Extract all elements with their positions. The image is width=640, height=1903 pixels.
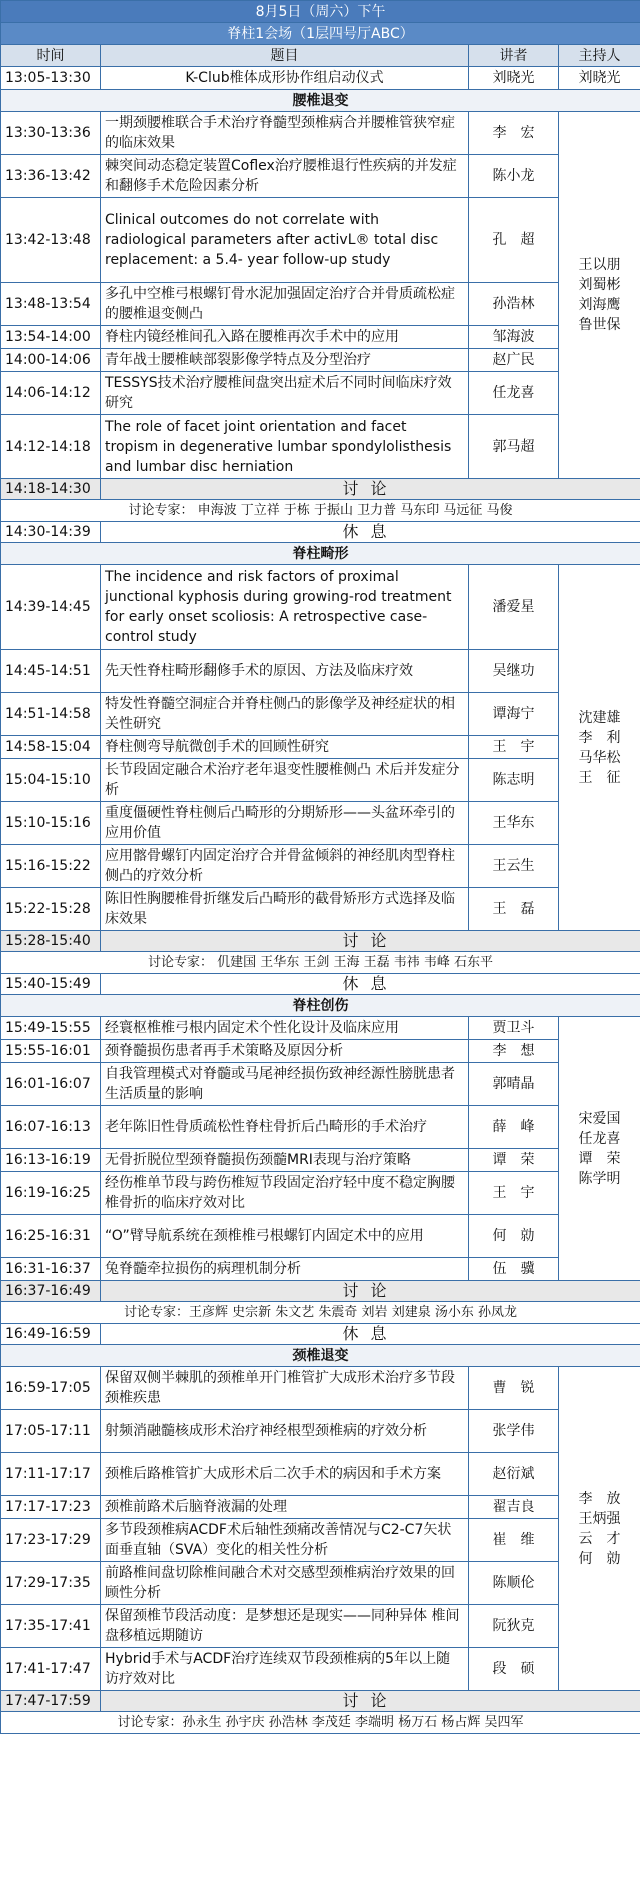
moderator-name: 鲁世保	[578, 317, 621, 333]
discussion-time: 17:47-17:59	[1, 1691, 101, 1712]
talk-title: 长节段固定融合术治疗老年退变性腰椎侧凸 术后并发症分析	[101, 759, 469, 802]
talk-row	[1, 372, 640, 415]
moderator-name: 刘海鹰	[578, 297, 621, 313]
talk-time: 17:11-17:17	[1, 1453, 101, 1496]
opening-row	[1, 67, 640, 90]
moderator-name: 王炳强	[578, 1510, 621, 1527]
talk-row	[1, 1648, 640, 1691]
talk-row	[1, 759, 640, 802]
talk-time: 17:05-17:11	[1, 1410, 101, 1453]
section-title: 腰椎退变	[1, 90, 640, 112]
talk-row	[1, 155, 640, 198]
talk-speaker: 任龙喜	[469, 372, 559, 415]
talk-row	[1, 283, 640, 326]
talk-time: 15:49-15:55	[1, 1017, 101, 1040]
venue-header-row	[1, 23, 640, 45]
talk-speaker: 阮狄克	[469, 1605, 559, 1648]
talk-speaker: 陈志明	[469, 759, 559, 802]
talk-title: 兔脊髓牵拉损伤的病理机制分析	[101, 1258, 469, 1281]
talk-speaker: 吴继功	[469, 650, 559, 693]
talk-speaker: 陈小龙	[469, 155, 559, 198]
discussion-row	[1, 1281, 640, 1302]
talk-speaker: 孙浩林	[469, 283, 559, 326]
break-row	[1, 1324, 640, 1345]
discussion-label: 讨论	[101, 479, 640, 500]
talk-title: 保留双侧半棘肌的颈椎单开门椎管扩大成形术治疗多节段颈椎疾患	[101, 1367, 469, 1410]
opening-title: K-Club椎体成形协作组启动仪式	[101, 67, 469, 90]
talk-title: 经伤椎单节段与跨伤椎短节段固定治疗轻中度不稳定胸腰椎骨折的临床疗效对比	[101, 1172, 469, 1215]
talk-title: 应用髂骨螺钉内固定治疗合并骨盆倾斜的神经肌肉型脊柱侧凸的疗效分析	[101, 845, 469, 888]
moderator-name: 王 征	[578, 769, 621, 786]
talk-row	[1, 1453, 640, 1496]
moderator-name: 李 利	[578, 729, 621, 746]
talk-title: 特发性脊髓空洞症合并脊柱侧凸的影像学及神经症状的相关性研究	[101, 693, 469, 736]
talk-time: 14:51-14:58	[1, 693, 101, 736]
talk-row	[1, 1017, 640, 1040]
discussion-time: 15:28-15:40	[1, 931, 101, 952]
col-time: 时间	[1, 45, 101, 67]
discussion-experts-row	[1, 1302, 640, 1324]
talk-time: 16:25-16:31	[1, 1215, 101, 1258]
talk-speaker: 何 勍	[469, 1215, 559, 1258]
col-moderator: 主持人	[559, 45, 640, 67]
talk-time: 14:00-14:06	[1, 349, 101, 372]
break-label: 休息	[101, 522, 640, 543]
talk-speaker: 王华东	[469, 802, 559, 845]
talk-title: 颈脊髓损伤患者再手术策略及原因分析	[101, 1040, 469, 1063]
talk-row	[1, 650, 640, 693]
talk-row	[1, 1605, 640, 1648]
talk-title: 多节段颈椎病ACDF术后轴性颈痛改善情况与C2-C7矢状面垂直轴（SVA）变化的相关性分析	[101, 1519, 469, 1562]
talk-time: 14:12-14:18	[1, 415, 101, 479]
discussion-row	[1, 931, 640, 952]
talk-row	[1, 565, 640, 650]
discussion-experts-row	[1, 500, 640, 522]
section-title: 脊柱创伤	[1, 995, 640, 1017]
discussion-experts: 讨论专家：王彦辉 史宗新 朱文艺 朱震奇 刘岩 刘建泉 汤小东 孙凤龙	[1, 1302, 640, 1324]
talk-row	[1, 326, 640, 349]
talk-time: 13:48-13:54	[1, 283, 101, 326]
talk-title: The incidence and risk factors of proximal junctional kyphosis during growing-rod treatment for early onset scoliosis: A retrospective case-control study	[101, 565, 469, 650]
talk-title: 射频消融髓核成形术治疗神经根型颈椎病的疗效分析	[101, 1410, 469, 1453]
discussion-experts: 讨论专家：孙永生 孙宇庆 孙浩林 李茂廷 李端明 杨万石 杨占辉 吴四军	[1, 1712, 640, 1734]
opening-moderator: 刘晓光	[559, 67, 640, 90]
talk-speaker: 伍 骥	[469, 1258, 559, 1281]
talk-speaker: 孔 超	[469, 198, 559, 283]
talk-title: Hybrid手术与ACDF治疗连续双节段颈椎病的5年以上随访疗效对比	[101, 1648, 469, 1691]
talk-title: 自我管理模式对脊髓或马尾神经损伤致神经源性膀胱患者生活质量的影响	[101, 1063, 469, 1106]
talk-time: 14:06-14:12	[1, 372, 101, 415]
talk-time: 16:01-16:07	[1, 1063, 101, 1106]
talk-title: 经寰枢椎椎弓根内固定术个性化设计及临床应用	[101, 1017, 469, 1040]
talk-row	[1, 1215, 640, 1258]
talk-title: Clinical outcomes do not correlate with radiological parameters after activL® total disc replacement: a 5.4- year follow-up study	[101, 198, 469, 283]
talk-speaker: 张学伟	[469, 1410, 559, 1453]
talk-time: 17:29-17:35	[1, 1562, 101, 1605]
moderator-name: 宋爱国	[578, 1110, 621, 1127]
talk-title: 重度僵硬性脊柱侧后凸畸形的分期矫形——头盆环牵引的应用价值	[101, 802, 469, 845]
break-row	[1, 974, 640, 995]
break-row	[1, 522, 640, 543]
talk-speaker: 谭 荣	[469, 1149, 559, 1172]
talk-title: The role of facet joint orientation and facet tropism in degenerative lumbar spondylolisthesis and lumbar disc herniation	[101, 415, 469, 479]
moderator-name: 沈建雄	[578, 709, 621, 726]
talk-speaker: 贾卫斗	[469, 1017, 559, 1040]
discussion-label: 讨论	[101, 931, 640, 952]
break-time: 14:30-14:39	[1, 522, 101, 543]
talk-time: 16:59-17:05	[1, 1367, 101, 1410]
talk-time: 13:36-13:42	[1, 155, 101, 198]
section-title: 颈椎退变	[1, 1345, 640, 1367]
discussion-experts: 讨论专家： 仉建国 王华东 王剑 王海 王磊 韦祎 韦峰 石东平	[1, 952, 640, 974]
talk-speaker: 段 硕	[469, 1648, 559, 1691]
talk-speaker: 翟吉良	[469, 1496, 559, 1519]
talk-row	[1, 198, 640, 283]
talk-row	[1, 1040, 640, 1063]
moderator-name: 任龙喜	[578, 1130, 621, 1147]
section-title-row	[1, 543, 640, 565]
talk-time: 15:22-15:28	[1, 888, 101, 931]
talk-title: 先天性脊柱畸形翻修手术的原因、方法及临床疗效	[101, 650, 469, 693]
talk-time: 15:10-15:16	[1, 802, 101, 845]
talk-title: 前路椎间盘切除椎间融合术对交感型颈椎病治疗效果的回顾性分析	[101, 1562, 469, 1605]
talk-speaker: 赵衍斌	[469, 1453, 559, 1496]
moderator-name: 何 勍	[578, 1550, 621, 1567]
talk-row	[1, 112, 640, 155]
talk-row	[1, 1106, 640, 1149]
section-moderators	[559, 1367, 640, 1691]
section-moderators	[559, 112, 640, 479]
talk-time: 15:55-16:01	[1, 1040, 101, 1063]
section-title-row	[1, 90, 640, 112]
talk-speaker: 曹 锐	[469, 1367, 559, 1410]
talk-time: 13:54-14:00	[1, 326, 101, 349]
talk-speaker: 李 宏	[469, 112, 559, 155]
moderator-name: 刘蜀彬	[578, 277, 621, 293]
talk-time: 15:04-15:10	[1, 759, 101, 802]
discussion-time: 16:37-16:49	[1, 1281, 101, 1302]
talk-time: 17:23-17:29	[1, 1519, 101, 1562]
talk-speaker: 郭马超	[469, 415, 559, 479]
discussion-row	[1, 479, 640, 500]
talk-time: 14:58-15:04	[1, 736, 101, 759]
talk-time: 14:45-14:51	[1, 650, 101, 693]
talk-speaker: 郭晴晶	[469, 1063, 559, 1106]
talk-row	[1, 802, 640, 845]
talk-row	[1, 349, 640, 372]
talk-speaker: 邹海波	[469, 326, 559, 349]
talk-speaker: 王 宇	[469, 1172, 559, 1215]
break-time: 16:49-16:59	[1, 1324, 101, 1345]
talk-time: 14:39-14:45	[1, 565, 101, 650]
talk-time: 17:41-17:47	[1, 1648, 101, 1691]
discussion-experts-row	[1, 952, 640, 974]
talk-speaker: 李 想	[469, 1040, 559, 1063]
talk-time: 13:42-13:48	[1, 198, 101, 283]
talk-speaker: 赵广民	[469, 349, 559, 372]
talk-row	[1, 736, 640, 759]
talk-time: 13:30-13:36	[1, 112, 101, 155]
talk-row	[1, 1063, 640, 1106]
discussion-experts-row	[1, 1712, 640, 1734]
talk-title: 脊柱内镜经椎间孔入路在腰椎再次手术中的应用	[101, 326, 469, 349]
talk-title: 棘突间动态稳定装置Coflex治疗腰椎退行性疾病的并发症和翻修手术危险因素分析	[101, 155, 469, 198]
opening-speaker: 刘晓光	[469, 67, 559, 90]
talk-title: 保留颈椎节段活动度：是梦想还是现实——同种异体 椎间盘移植远期随访	[101, 1605, 469, 1648]
talk-time: 17:35-17:41	[1, 1605, 101, 1648]
talk-title: 颈椎前路术后脑脊液漏的处理	[101, 1496, 469, 1519]
talk-title: 颈椎后路椎管扩大成形术后二次手术的病因和手术方案	[101, 1453, 469, 1496]
talk-speaker: 薛 峰	[469, 1106, 559, 1149]
talk-speaker: 陈顺伦	[469, 1562, 559, 1605]
break-time: 15:40-15:49	[1, 974, 101, 995]
moderator-name: 谭 荣	[578, 1150, 621, 1167]
col-topic: 题目	[101, 45, 469, 67]
talk-speaker: 潘爱星	[469, 565, 559, 650]
moderator-name: 王以朋	[578, 257, 621, 273]
talk-row	[1, 1562, 640, 1605]
date-header: 8月5日（周六）下午	[1, 1, 640, 23]
talk-row	[1, 693, 640, 736]
talk-row	[1, 1496, 640, 1519]
discussion-row	[1, 1691, 640, 1712]
talk-time: 16:19-16:25	[1, 1172, 101, 1215]
talk-time: 16:07-16:13	[1, 1106, 101, 1149]
break-label: 休息	[101, 974, 640, 995]
date-header-row	[1, 1, 640, 23]
talk-speaker: 谭海宁	[469, 693, 559, 736]
talk-title: 脊柱侧弯导航微创手术的回顾性研究	[101, 736, 469, 759]
talk-time: 17:17-17:23	[1, 1496, 101, 1519]
talk-title: 无骨折脱位型颈脊髓损伤颈髓MRI表现与治疗策略	[101, 1149, 469, 1172]
moderator-name: 马华松	[578, 749, 621, 766]
discussion-label: 讨论	[101, 1691, 640, 1712]
talk-title: 陈旧性胸腰椎骨折继发后凸畸形的截骨矫形方式选择及临床效果	[101, 888, 469, 931]
schedule-body	[1, 1, 640, 1734]
discussion-experts: 讨论专家： 申海波 丁立祥 于栋 于振山 卫力普 马东印 马远征 马俊	[1, 500, 640, 522]
moderator-name: 李 放	[578, 1490, 621, 1507]
talk-speaker: 王 磊	[469, 888, 559, 931]
talk-row	[1, 1367, 640, 1410]
talk-row	[1, 415, 640, 479]
talk-time: 16:31-16:37	[1, 1258, 101, 1281]
section-title-row	[1, 995, 640, 1017]
talk-row	[1, 1149, 640, 1172]
talk-row	[1, 888, 640, 931]
talk-title: 青年战士腰椎峡部裂影像学特点及分型治疗	[101, 349, 469, 372]
talk-row	[1, 845, 640, 888]
talk-time: 15:16-15:22	[1, 845, 101, 888]
section-moderators	[559, 1017, 640, 1281]
talk-title: 老年陈旧性骨质疏松性脊柱骨折后凸畸形的手术治疗	[101, 1106, 469, 1149]
talk-speaker: 王 宇	[469, 736, 559, 759]
discussion-time: 14:18-14:30	[1, 479, 101, 500]
talk-time: 16:13-16:19	[1, 1149, 101, 1172]
talk-row	[1, 1172, 640, 1215]
opening-time: 13:05-13:30	[1, 67, 101, 90]
venue-header: 脊柱1会场（1层四号厅ABC）	[1, 23, 640, 45]
talk-title: TESSYS技术治疗腰椎间盘突出症术后不同时间临床疗效研究	[101, 372, 469, 415]
talk-row	[1, 1519, 640, 1562]
moderator-name: 云 才	[578, 1530, 621, 1547]
talk-speaker: 王云生	[469, 845, 559, 888]
talk-title: 多孔中空椎弓根螺钉骨水泥加强固定治疗合并骨质疏松症的腰椎退变侧凸	[101, 283, 469, 326]
col-speaker: 讲者	[469, 45, 559, 67]
section-title-row	[1, 1345, 640, 1367]
section-moderators	[559, 565, 640, 931]
talk-title: “O”臂导航系统在颈椎椎弓根螺钉内固定术中的应用	[101, 1215, 469, 1258]
talk-row	[1, 1258, 640, 1281]
moderator-name: 陈学明	[578, 1170, 621, 1187]
talk-speaker: 崔 维	[469, 1519, 559, 1562]
break-label: 休息	[101, 1324, 640, 1345]
section-title: 脊柱畸形	[1, 543, 640, 565]
discussion-label: 讨论	[101, 1281, 640, 1302]
column-header-row	[1, 45, 640, 67]
talk-row	[1, 1410, 640, 1453]
talk-title: 一期颈腰椎联合手术治疗脊髓型颈椎病合并腰椎管狭窄症的临床效果	[101, 112, 469, 155]
